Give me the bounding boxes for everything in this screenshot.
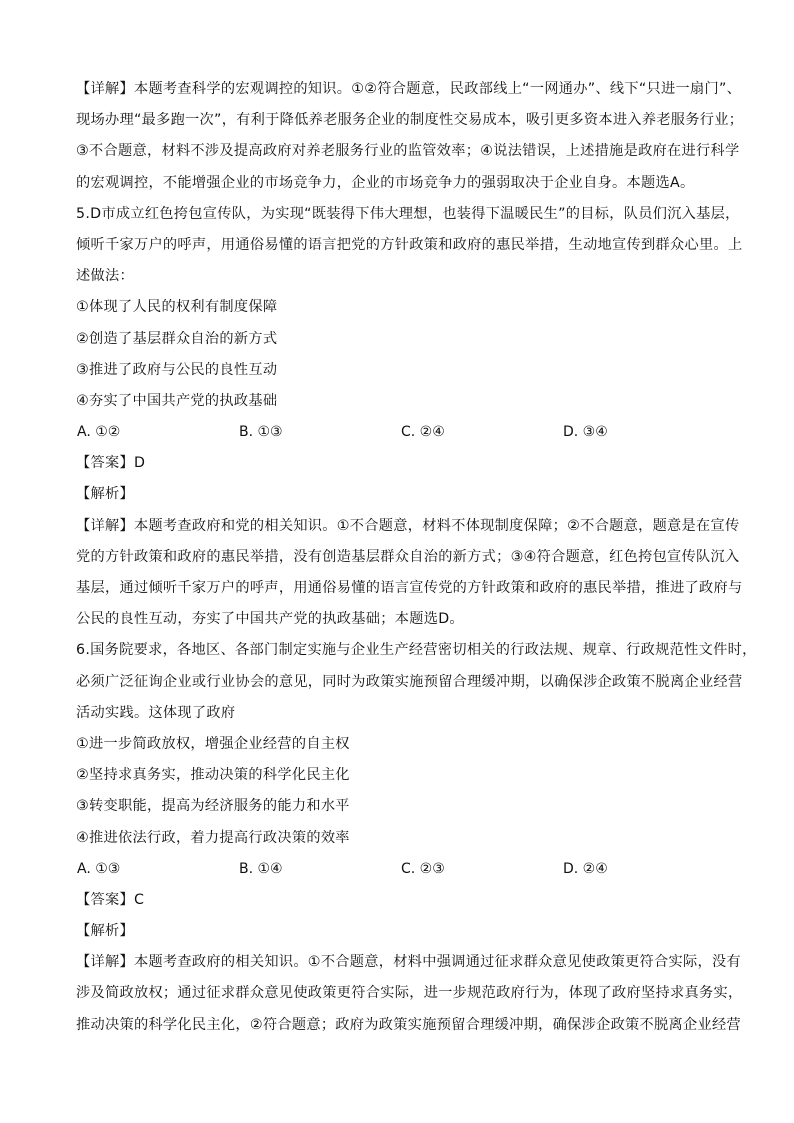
text-line: ③推进了政府与公民的良性互动 [76, 361, 278, 378]
text-line: 推动决策的科学化民主化，②符合题意；政府为政策实施预留合理缓冲期，确保涉企政策不脱离企业经营 [76, 1016, 741, 1033]
text-line: ②坚持求真务实，推动决策的科学化民主化 [76, 767, 350, 784]
text-line: ③不合题意，材料不涉及提高政府对养老服务行业的监管效率；④说法错误，上述措施是政府在进行科学 [76, 143, 740, 160]
text-line: 基层，通过倾听千家万户的呼声，用通俗易懂的语言宣传党的方针政策和政府的惠民举措，推进了政府与 [76, 580, 743, 596]
text-line: 涉及简政放权；通过征求群众意见使政策更符合实际，进一步规范政府行为，体现了政府坚持求真务实， [76, 985, 743, 1002]
answer-option: A. ①② [77, 424, 121, 441]
text-line: 必须广泛征询企业或行业协会的意见，同时为政策实施预留合理缓冲期，以确保涉企政策不脱离企业经营 [76, 673, 743, 690]
text-line: 述做法： [76, 268, 134, 285]
text-line: 【解析】 [76, 486, 134, 503]
text-line: 的宏观调控，不能增强企业的市场竞争力，企业的市场竞争力的强弱取决于企业自身。本题选A。 [76, 174, 695, 191]
text-line: ④推进依法行政，着力提高行政决策的效率 [76, 829, 350, 846]
answer-options [76, 417, 726, 448]
text-line: 倾听千家万户的呼声，用通俗易懂的语言把党的方针政策和政府的惠民举措，生动地宣传到群众心里。上 [76, 236, 743, 253]
text-line: ④夯实了中国共产党的执政基础 [76, 392, 278, 409]
answer-option: B. ①③ [239, 424, 283, 441]
answer-option: C. ②③ [401, 860, 445, 877]
answer-option: A. ①③ [77, 860, 121, 877]
text-line: 【解析】 [76, 923, 134, 940]
text-line: ②创造了基层群众自治的新方式 [76, 330, 278, 347]
text-line: ①进一步简政放权，增强企业经营的自主权 [76, 735, 350, 752]
text-line: 【答案】D [76, 455, 146, 472]
text-line: 6.国务院要求，各地区、各部门制定实施与企业生产经营密切相关的行政法规、规章、行政规范性文件时， [76, 642, 757, 659]
document-page [76, 74, 757, 1041]
text-line: 【详解】本题考查科学的宏观调控的知识。①②符合题意，民政部线上“一网通办”、线下“只进一扇门”、 [76, 81, 742, 97]
answer-option: D. ③④ [563, 424, 608, 441]
text-line: 公民的良性互动，夯实了中国共产党的执政基础；本题选D。 [76, 611, 464, 628]
answer-options [76, 854, 726, 885]
text-line: 【答案】C [76, 891, 145, 908]
text-line: 【详解】本题考查政府和党的相关知识。①不合题意，材料不体现制度保障；②不合题意，题意是在宣传 [76, 517, 740, 534]
text-line: 党的方针政策和政府的惠民举措，没有创造基层群众自治的新方式；③④符合题意，红色挎包宣传队沉入 [76, 548, 740, 565]
answer-option: B. ①④ [239, 860, 283, 877]
text-line: 现场办理“最多跑一次”，有利于降低养老服务企业的制度性交易成本，吸引更多资本进入养老服务行业； [76, 112, 744, 129]
answer-option: C. ②④ [401, 424, 445, 441]
text-line: ③转变职能，提高为经济服务的能力和水平 [76, 798, 350, 815]
text-line: 活动实践。这体现了政府 [76, 704, 236, 721]
text-line: 5.D市成立红色挎包宣传队，为实现“既装得下伟大理想，也装得下温暖民生”的目标，队员们沉入基层， [76, 205, 740, 222]
text-line: ①体现了人民的权利有制度保障 [76, 299, 278, 316]
text-line: 【详解】本题考查政府的相关知识。①不合题意，材料中强调通过征求群众意见使政策更符合实际，没有 [76, 954, 741, 971]
answer-option: D. ②④ [563, 860, 608, 877]
